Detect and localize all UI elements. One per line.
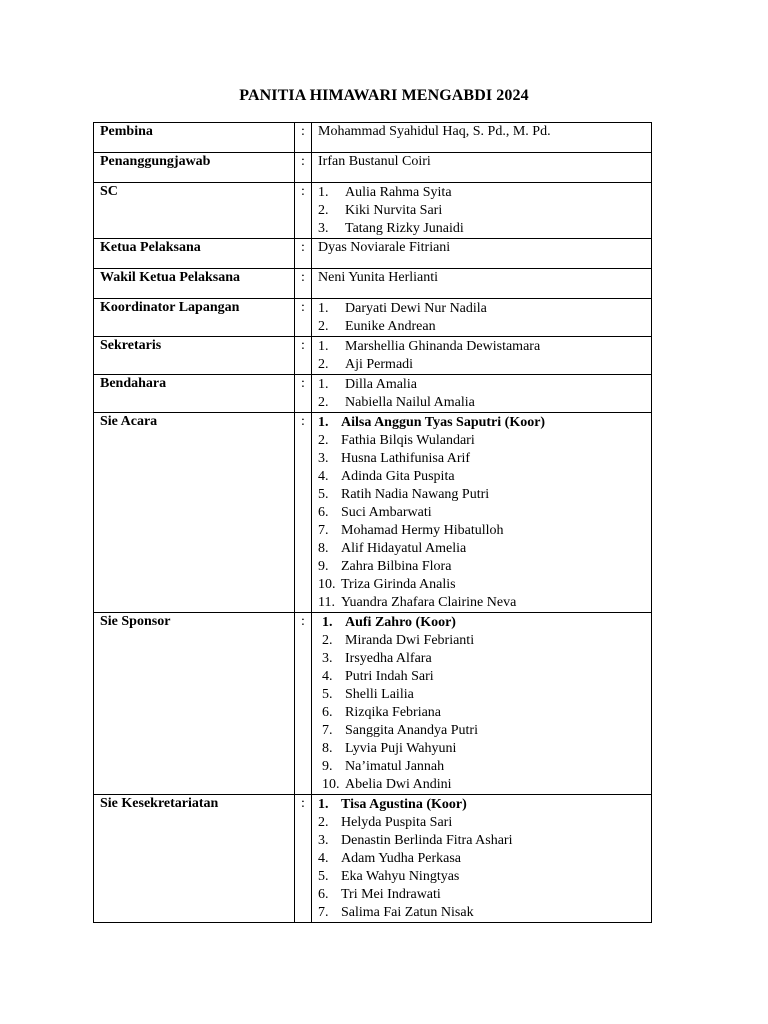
member-item <box>318 558 651 576</box>
member-item <box>318 904 651 922</box>
role-label: Koordinator Lapangan <box>94 299 295 337</box>
member-item <box>318 594 651 612</box>
member-list-cell <box>312 613 652 795</box>
member-number: 6. <box>322 705 333 720</box>
member-item <box>318 868 651 886</box>
member-item <box>322 740 651 758</box>
colon: : <box>295 337 312 375</box>
row-sekretaris <box>94 337 652 375</box>
member-name: Miranda Dwi Febrianti <box>345 633 475 648</box>
member-item <box>318 522 651 540</box>
member-name: Zahra Bilbina Flora <box>341 559 452 574</box>
member-item <box>318 394 651 412</box>
member-list <box>318 614 651 794</box>
role-value: Irfan Bustanul Coiri <box>312 153 652 183</box>
role-value: Neni Yunita Herlianti <box>312 269 652 299</box>
member-number: 6. <box>318 505 329 520</box>
colon: : <box>295 299 312 337</box>
member-item <box>322 704 651 722</box>
member-item <box>318 576 651 594</box>
member-name: Adam Yudha Perkasa <box>341 851 462 866</box>
role-value: Dyas Noviarale Fitriani <box>312 239 652 269</box>
member-number: 2. <box>318 203 329 218</box>
member-item <box>318 432 651 450</box>
member-name: Na’imatul Jannah <box>345 759 445 774</box>
member-name: Shelli Lailia <box>345 687 414 702</box>
member-name: Tisa Agustina (Koor) <box>341 797 467 812</box>
colon: : <box>295 153 312 183</box>
member-name: Daryati Dewi Nur Nadila <box>345 301 487 316</box>
member-name: Adinda Gita Puspita <box>341 469 455 484</box>
member-name: Suci Ambarwati <box>341 505 432 520</box>
member-number: 3. <box>322 651 333 666</box>
member-name: Lyvia Puji Wahyuni <box>345 741 457 756</box>
member-name: Ratih Nadia Nawang Putri <box>341 487 490 502</box>
member-item <box>318 450 651 468</box>
member-item <box>318 886 651 904</box>
member-number: 3. <box>318 221 329 236</box>
member-item <box>318 202 651 220</box>
member-name: Triza Girinda Analis <box>341 577 456 592</box>
member-name: Sanggita Anandya Putri <box>345 723 478 738</box>
member-item <box>318 850 651 868</box>
member-item <box>318 814 651 832</box>
member-list <box>318 796 651 922</box>
member-list-cell <box>312 183 652 239</box>
role-label: Sekretaris <box>94 337 295 375</box>
member-list-cell <box>312 375 652 413</box>
colon: : <box>295 269 312 299</box>
member-item <box>318 540 651 558</box>
row-ketua-pelaksana <box>94 239 652 269</box>
member-item <box>318 486 651 504</box>
member-number: 2. <box>318 319 329 334</box>
member-name: Marshellia Ghinanda Dewistamara <box>345 339 541 354</box>
member-item <box>322 614 651 632</box>
colon: : <box>295 613 312 795</box>
member-item <box>318 220 651 238</box>
member-item <box>318 376 651 394</box>
member-name: Abelia Dwi Andini <box>345 777 452 792</box>
member-number: 11. <box>318 595 335 610</box>
member-number: 6. <box>318 887 329 902</box>
role-label: Sie Sponsor <box>94 613 295 795</box>
row-sc <box>94 183 652 239</box>
member-name: Ailsa Anggun Tyas Saputri (Koor) <box>341 415 546 430</box>
member-number: 7. <box>318 905 329 920</box>
member-list <box>318 300 651 336</box>
member-item <box>318 832 651 850</box>
member-item <box>322 686 651 704</box>
colon: : <box>295 123 312 153</box>
colon: : <box>295 795 312 923</box>
member-item <box>322 632 651 650</box>
row-pembina <box>94 123 652 153</box>
colon: : <box>295 183 312 239</box>
member-number: 2. <box>318 357 329 372</box>
member-list <box>318 376 651 412</box>
member-number: 2. <box>318 395 329 410</box>
member-item <box>322 722 651 740</box>
role-label: Bendahara <box>94 375 295 413</box>
member-list <box>318 184 651 238</box>
role-label: Pembina <box>94 123 295 153</box>
row-sie-sponsor <box>94 613 652 795</box>
member-item <box>322 650 651 668</box>
row-sie-acara <box>94 413 652 613</box>
member-name: Eunike Andrean <box>345 319 436 334</box>
member-name: Nabiella Nailul Amalia <box>345 395 475 410</box>
member-number: 4. <box>318 851 329 866</box>
member-number: 2. <box>322 633 333 648</box>
member-number: 2. <box>318 433 329 448</box>
member-name: Fathia Bilqis Wulandari <box>341 433 475 448</box>
member-name: Tri Mei Indrawati <box>341 887 441 902</box>
role-value: Mohammad Syahidul Haq, S. Pd., M. Pd. <box>312 123 652 153</box>
member-number: 1. <box>318 415 329 430</box>
member-number: 3. <box>318 451 329 466</box>
member-number: 1. <box>322 615 333 630</box>
member-list-cell <box>312 299 652 337</box>
member-number: 5. <box>322 687 333 702</box>
member-list-cell <box>312 413 652 613</box>
row-wakil-ketua <box>94 269 652 299</box>
member-item <box>318 184 651 202</box>
member-number: 7. <box>318 523 329 538</box>
role-label: Ketua Pelaksana <box>94 239 295 269</box>
member-number: 10. <box>318 577 336 592</box>
row-sie-kesekretariatan <box>94 795 652 923</box>
member-number: 3. <box>318 833 329 848</box>
member-number: 1. <box>318 301 329 316</box>
member-name: Irsyedha Alfara <box>345 651 432 666</box>
member-name: Mohamad Hermy Hibatulloh <box>341 523 504 538</box>
member-name: Aji Permadi <box>345 357 414 372</box>
row-koordinator-lapangan <box>94 299 652 337</box>
member-number: 5. <box>318 869 329 884</box>
member-name: Husna Lathifunisa Arif <box>341 451 471 466</box>
member-list-cell <box>312 337 652 375</box>
member-name: Eka Wahyu Ningtyas <box>341 869 460 884</box>
role-label: Sie Acara <box>94 413 295 613</box>
member-name: Helyda Puspita Sari <box>341 815 453 830</box>
colon: : <box>295 375 312 413</box>
member-item <box>322 668 651 686</box>
member-number: 8. <box>322 741 333 756</box>
member-number: 9. <box>318 559 329 574</box>
committee-table <box>93 122 652 923</box>
member-number: 7. <box>322 723 333 738</box>
member-name: Rizqika Febriana <box>345 705 442 720</box>
member-item <box>318 300 651 318</box>
member-number: 8. <box>318 541 329 556</box>
member-number: 1. <box>318 185 329 200</box>
member-list <box>318 338 651 374</box>
member-item <box>318 356 651 374</box>
member-item <box>318 468 651 486</box>
member-name: Alif Hidayatul Amelia <box>341 541 467 556</box>
member-number: 2. <box>318 815 329 830</box>
member-name: Salima Fai Zatun Nisak <box>341 905 474 920</box>
member-number: 1. <box>318 797 329 812</box>
row-penanggungjawab <box>94 153 652 183</box>
member-number: 10. <box>322 777 340 792</box>
member-number: 5. <box>318 487 329 502</box>
member-name: Aulia Rahma Syita <box>345 185 452 200</box>
member-item <box>322 758 651 776</box>
member-item <box>318 318 651 336</box>
member-item <box>322 776 651 794</box>
colon: : <box>295 239 312 269</box>
member-item <box>318 338 651 356</box>
role-label: SC <box>94 183 295 239</box>
member-item <box>318 414 651 432</box>
member-number: 4. <box>322 669 333 684</box>
member-name: Kiki Nurvita Sari <box>345 203 443 218</box>
member-name: Tatang Rizky Junaidi <box>345 221 464 236</box>
role-label: Sie Kesekretariatan <box>94 795 295 923</box>
member-number: 9. <box>322 759 333 774</box>
role-label: Wakil Ketua Pelaksana <box>94 269 295 299</box>
member-number: 4. <box>318 469 329 484</box>
row-bendahara <box>94 375 652 413</box>
colon: : <box>295 413 312 613</box>
member-name: Denastin Berlinda Fitra Ashari <box>341 833 513 848</box>
member-name: Aufi Zahro (Koor) <box>345 615 456 630</box>
member-list <box>318 414 651 612</box>
member-name: Dilla Amalia <box>345 377 417 392</box>
member-item <box>318 504 651 522</box>
member-name: Yuandra Zhafara Clairine Neva <box>341 595 517 610</box>
member-item <box>318 796 651 814</box>
role-label: Penanggungjawab <box>94 153 295 183</box>
member-list-cell <box>312 795 652 923</box>
member-number: 1. <box>318 377 329 392</box>
member-name: Putri Indah Sari <box>345 669 434 684</box>
member-number: 1. <box>318 339 329 354</box>
document-title: PANITIA HIMAWARI MENGABDI 2024 <box>239 87 529 104</box>
